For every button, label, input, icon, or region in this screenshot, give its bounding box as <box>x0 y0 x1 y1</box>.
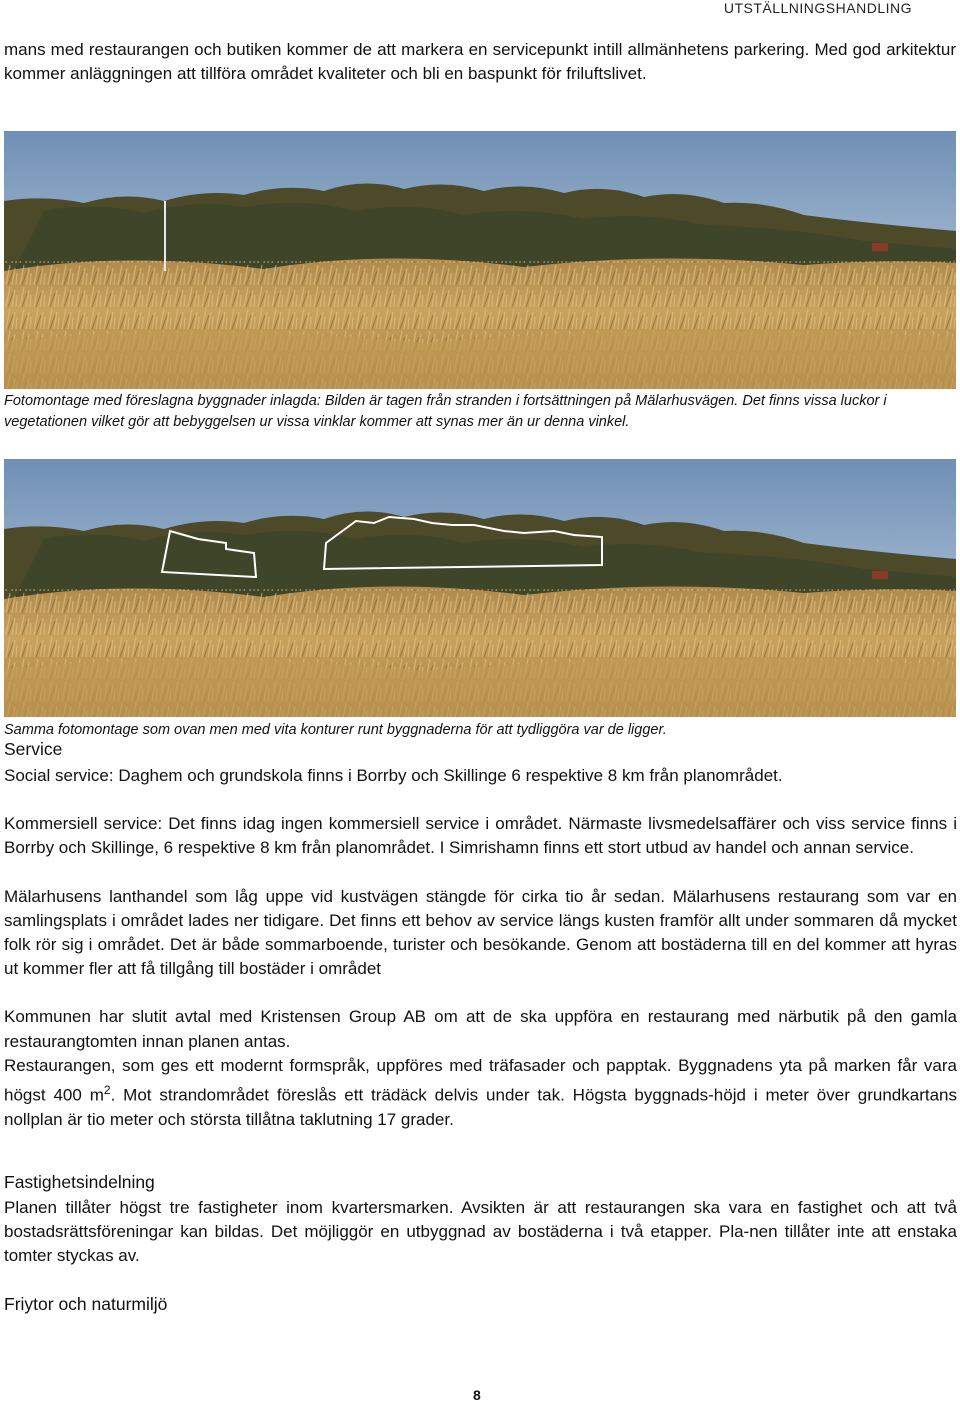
photo-caption-outlined: Samma fotomontage som ovan men med vita konturer runt byggnaderna för att tydliggöra var de ligger. <box>4 722 667 738</box>
section-heading-fastighetsindelning: Fastighetsindelning <box>4 1172 155 1192</box>
photomontage-image <box>4 131 956 389</box>
social-service-text: Daghem och grundskola finns i Borrby och Skillinge 6 respektive 8 km från planområdet. <box>113 766 783 785</box>
agreement-paragraph: Kommunen har slutit avtal med Kristensen Group AB om att de ska uppföra en restaurang med närbutik på den gamla restaurangtomten innan planen antas. <box>4 1007 957 1051</box>
document-type-header: UTSTÄLLNINGSHANDLING <box>723 0 912 16</box>
section-heading-service: Service <box>4 739 63 759</box>
restaurant-text-a: Restaurangen, som ges ett modernt formspråk, uppföres med träfasader och papptak. Byggnadens yta på marken får vara högst 400 m <box>4 1055 957 1105</box>
restaurant-paragraph <box>4 1054 957 1132</box>
intro-paragraph: mans med restaurangen och butiken kommer de att markera en servicepunkt intill allmänhetens parkering. Med god arkitektur kommer anläggningen att tillföra området kvaliteter och bli en baspunkt för friluftslivet. <box>4 40 956 83</box>
section-heading-friytor: Friytor och naturmiljö <box>4 1294 168 1314</box>
commercial-service-label: Kommersiell service: <box>4 814 163 834</box>
lanthandel-paragraph: Mälarhusens lanthandel som låg uppe vid kustvägen stängde för cirka tio år sedan. Mälarhusens restaurang som var en samlingsplats i området lades ner tidigare. Det finns ett behov av service längs kusten framför allt under sommaren då mycket folk rör sig i området. Det är både sommarboende, turister och besökande. Genom att bostäderna till en del kommer att hyras ut kommer fler att få tillgång till bostäder i området <box>4 886 957 979</box>
fastighet-paragraph: Planen tillåter högst tre fastigheter inom kvartersmarken. Avsikten är att restaurangen ska vara en fastighet och att två bostadsrättsföreningar kan bildas. Det möjliggör en utbyggnad av bostäderna i två etapper. Pla-nen tillåter inte att enstaka tomter styckas av. <box>4 1198 957 1266</box>
photomontage-outlined-image <box>4 459 956 717</box>
photo-caption: Fotomontage med föreslagna byggnader inlagda: Bilden är tagen från stranden i fortsättningen på Mälarhusvägen. Det finns vissa luckor i vegetationen vilket gör att bebyggelsen ur vissa vinklar kommer att synas mer än ur denna vinkel. <box>4 393 887 430</box>
social-service-label: Social service: <box>4 766 114 785</box>
page-number: 8 <box>473 1387 481 1403</box>
commercial-service-text: Det finns idag ingen kommersiell service i området. Närmaste livsmedelsaffärer och viss service finns i Borrby och Skillinge, 6 respektive 8 km från planområdet. I Simrishamn finns ett stort utbud av handel och annan service. <box>4 814 957 858</box>
commercial-service-paragraph <box>4 812 957 860</box>
fastighet-section <box>4 1196 957 1293</box>
restaurant-text-b: . Mot strandområdet föreslås ett trädäck delvis under tak. Högsta byggnads-höjd i meter över grundkartans nollplan är tio meter och största tillåtna taklutning 17 grader. <box>4 1085 957 1129</box>
area-superscript: 2 <box>103 1083 111 1098</box>
social-service-paragraph <box>4 764 957 788</box>
service-section <box>4 764 957 1156</box>
